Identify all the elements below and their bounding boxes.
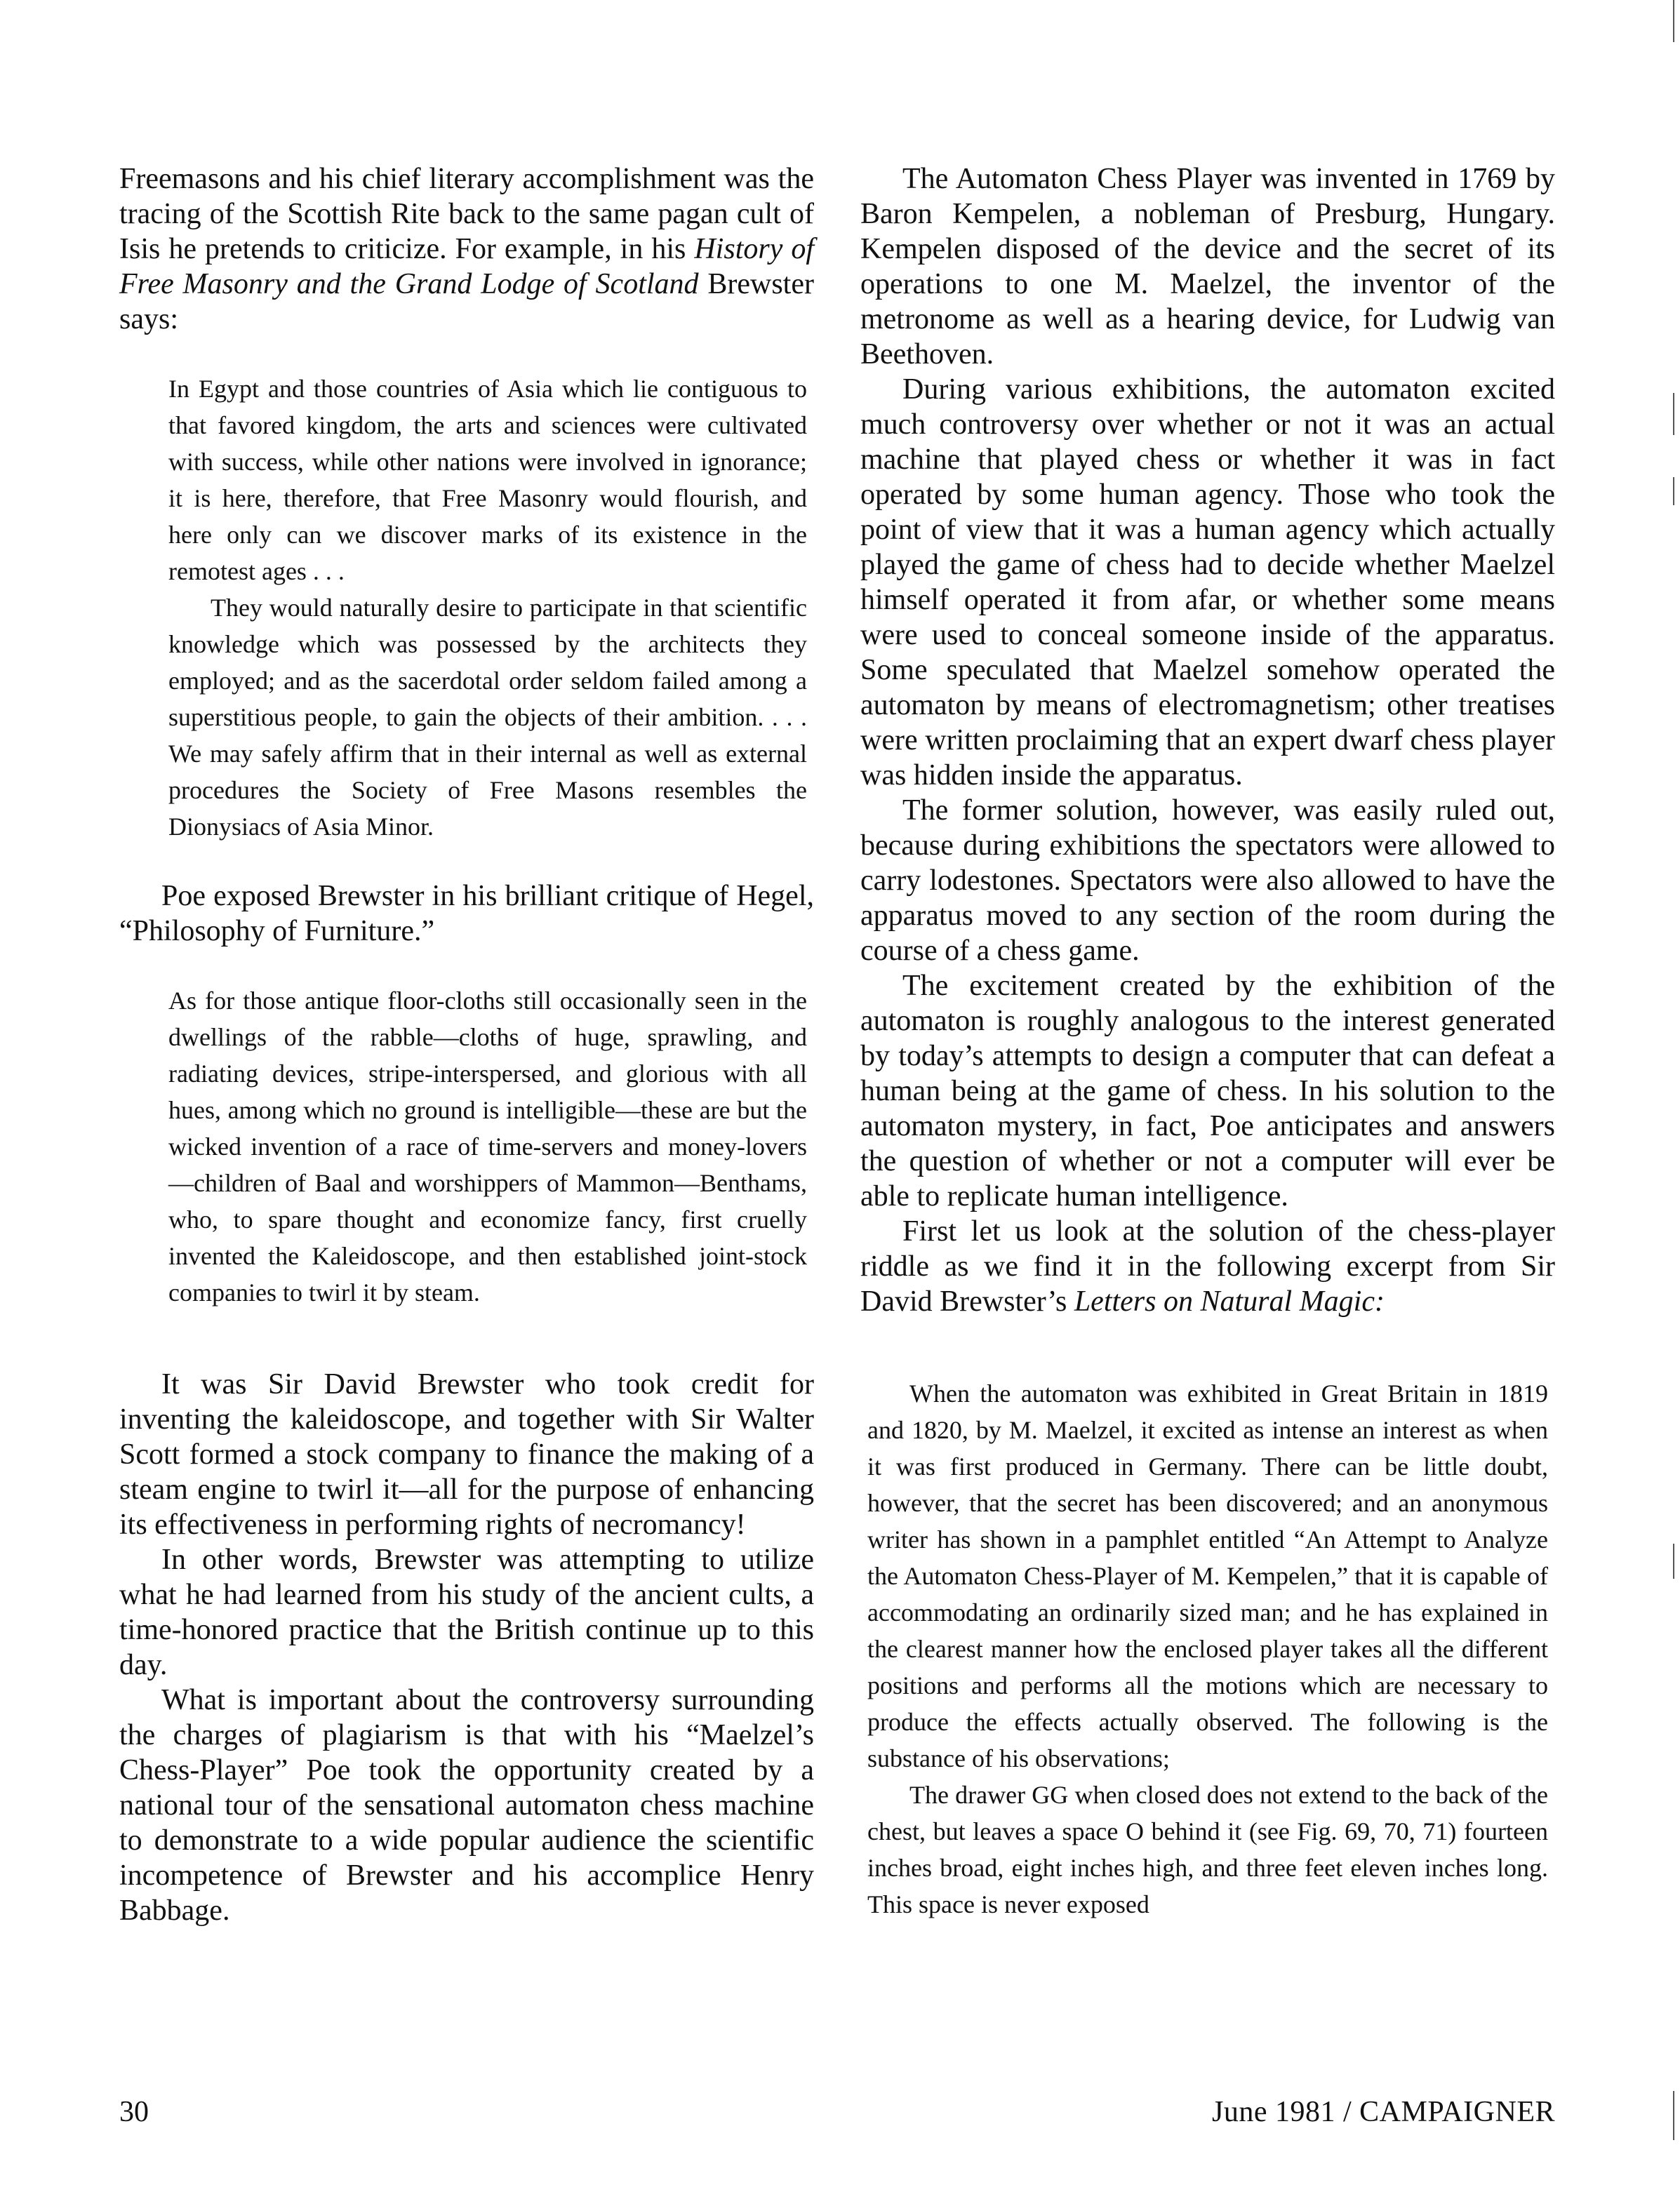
book-title-letters-on-natural-magic: Letters on Natural Magic: [1074, 1285, 1385, 1318]
issue-footer: June 1981 / CAMPAIGNER [1212, 2096, 1555, 2128]
page-number: 30 [119, 2096, 149, 2128]
right-paragraph-5 [860, 1214, 1555, 1319]
book-title-history-of-free-masonry: History of Free Masonry and the Grand Lodge of Scotland [119, 233, 814, 300]
block-quote-natural-magic [867, 1375, 1548, 1923]
block-quote-brewster-part-1: In Egypt and those countries of Asia which lie contiguous to that favored kingdom, the arts and sciences were cultivated with success, while other nations were involved in ignorance; it is here, therefore, that Free Masonry would flourish, and here only can we discover marks of its existence in the remotest ages . . . [168, 375, 807, 585]
left-paragraph-3: It was Sir David Brewster who took credit for inventing the kaleidoscope, and together with Sir Walter Scott formed a stock company to finance the making of a steam engine to twirl it—all for the purpose of enhancing its effectiveness in performing rights of necromancy! [119, 1368, 814, 1541]
block-quote-furniture-text: As for those antique floor-cloths still occasionally seen in the dwellings of the rabble—cloths of huge, sprawling, and radiating devices, stripe-interspersed, and glorious with all hues, among which no ground is intelligible—these are but the wicked invention of a race of time-servers and money-lovers—children of Baal and worshippers of Mammon—Benthams, who, to spare thought and economize fancy, first cruelly invented the Kaleidoscope, and then established joint-stock companies to twirl it by steam. [168, 987, 807, 1307]
right-paragraph-3: The former solution, however, was easily ruled out, because during exhibitions the spectators were allowed to carry lodestones. Spectators were also allowed to have the apparatus moved to any section of the room during the course of a chess game. [860, 794, 1555, 967]
scan-edge-mark [1673, 2091, 1674, 2140]
right-paragraph-5-text: First let us look at the solution of the chess-player riddle as we find it in the following excerpt from Sir David Brewster’s [860, 1215, 1555, 1318]
scan-edge-mark [1673, 477, 1674, 505]
scan-edge-mark [1673, 393, 1674, 435]
block-quote-philosophy-of-furniture [168, 982, 807, 1311]
left-paragraph-1-tail: Brewster says: [119, 268, 814, 335]
left-paragraph-5: What is important about the controversy surrounding the charges of plagiarism is that with his “Maelzel’s Chess-Player” Poe took the opportunity created by a national tour of the sensational automaton chess machine to demonstrate to a wide popular audience the scientific incompetence of Brewster and his accomplice Henry Babbage. [119, 1684, 814, 1927]
left-column [119, 161, 814, 1928]
block-quote-natural-magic-part-1: When the automaton was exhibited in Great Britain in 1819 and 1820, by M. Maelzel, it excited as intense an interest as when it was first produced in Germany. There can be little doubt, however, that the secret has been discovered; and an anonymous writer has shown in a pamphlet entitled “An Attempt to Analyze the Automaton Chess-Player of M. Kempelen,” that it is capable of accommodating an ordinarily sized man; and he has explained in the clearest manner how the enclosed player takes all the different positions and performs all the motions which are necessary to produce the effects actually observed. The following is the substance of his observations; [867, 1379, 1548, 1772]
scan-edge-mark [1673, 0, 1674, 42]
scan-edge-mark [1673, 1544, 1674, 1579]
right-column [860, 161, 1555, 1923]
left-paragraph-1 [119, 161, 814, 337]
right-paragraph-4: The excitement created by the exhibition of the automaton is roughly analogous to the interest generated by today’s attempts to design a computer that can defeat a human being at the game of chess. In his solution to the automaton mystery, in fact, Poe anticipates and answers the question of whether or not a computer will ever be able to replicate human intelligence. [860, 970, 1555, 1212]
right-paragraph-1: The Automaton Chess Player was invented in 1769 by Baron Kempelen, a nobleman of Presburg, Hungary. Kempelen disposed of the device and the secret of its operations to one M. Maelzel, the inventor of the metronome as well as a hearing device, for Ludwig van Beethoven. [860, 163, 1555, 370]
left-paragraph-4: In other words, Brewster was attempting to utilize what he had learned from his study of the ancient cults, a time-honored practice that the British continue up to this day. [119, 1544, 814, 1681]
block-quote-brewster [168, 370, 807, 845]
block-quote-natural-magic-part-2: The drawer GG when closed does not extend to the back of the chest, but leaves a space O behind it (see Fig. 69, 70, 71) fourteen inches broad, eight inches high, and three feet eleven inches long. This space is never exposed [867, 1781, 1548, 1918]
block-quote-brewster-part-2: They would naturally desire to participate in that scientific knowledge which was possessed by the architects they employed; and as the sacerdotal order seldom failed among a superstitious people, to gain the objects of their ambition. . . . We may safely affirm that in their internal as well as external procedures the Society of Free Masons resembles the Dionysiacs of Asia Minor. [168, 594, 807, 841]
left-paragraph-2: Poe exposed Brewster in his brilliant critique of Hegel, “Philosophy of Furniture.” [119, 880, 814, 947]
left-paragraph-1-text: Freemasons and his chief literary accomplishment was the tracing of the Scottish Rite back to the same pagan cult of Isis he pretends to criticize. For example, in his [119, 163, 814, 265]
right-paragraph-2: During various exhibitions, the automaton excited much controversy over whether or not it was an actual machine that played chess or whether it was in fact operated by some human agency. Those who took the point of view that it was a human agency which actually played the game of chess had to decide whether Maelzel himself operated it from afar, or whether some means were used to conceal someone inside of the apparatus. Some speculated that Maelzel somehow operated the automaton by means of electromagnetism; other treatises were written proclaiming that an expert dwarf chess player was hidden inside the apparatus. [860, 373, 1555, 791]
